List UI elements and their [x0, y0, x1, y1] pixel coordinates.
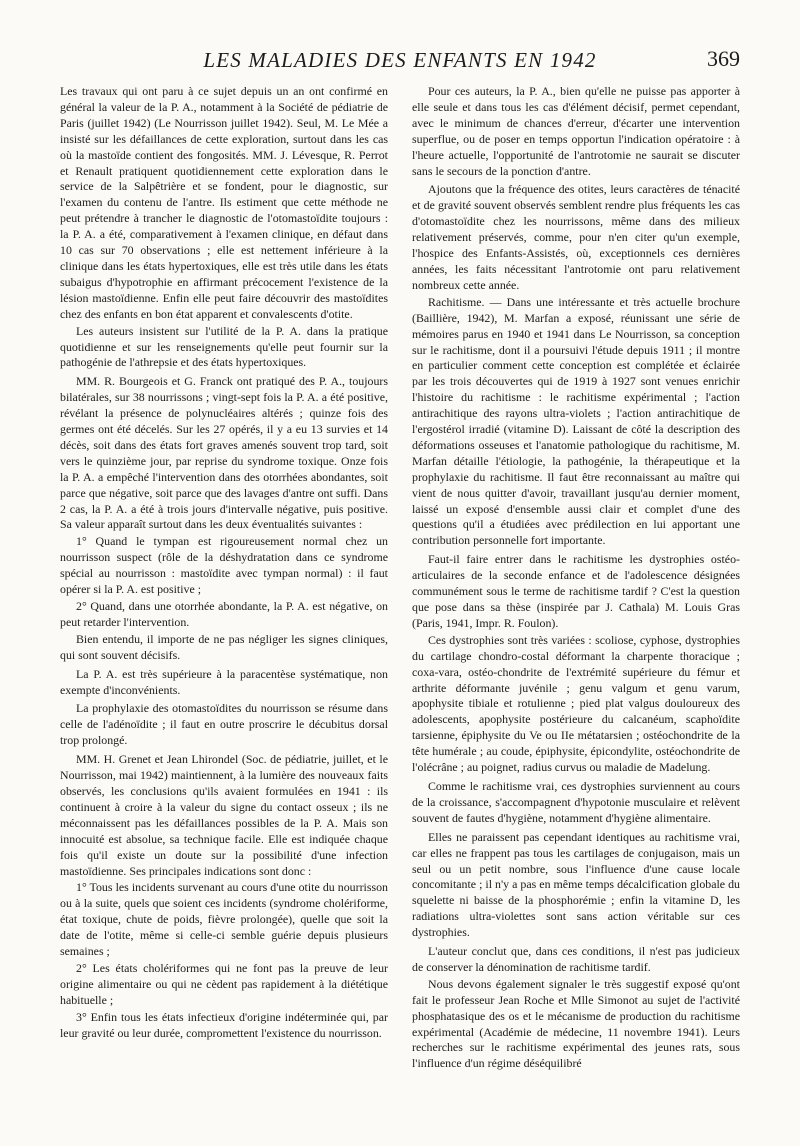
- paragraph: Les travaux qui ont paru à ce sujet depuis un an ont confirmé en général la valeur de la P. A., notamment à la Société de pédiatrie de Paris (juillet 1942) (Le Nourrisson juillet 1942). Seul, M. Le Mée a insisté sur les défaillances de cette exploration, surtout dans les cas où la mastoïde contient des fongosités. MM. J. Lévesque, R. Perrot et Renault pratiquent quotidiennement cette exploration dans le service de la Salpêtrière et se fondent, pour le diagnostic, sur l'examen du contenu de l'antre. Ils estiment que cette méthode ne peut prétendre à trancher le diagnostic de l'otomastoïdite toujours : la P. A. a été, comparativement à l'examen clinique, en défaut dans 10 cas sur 70 observations ; elle est nettement inférieure à la clinique dans les états hypertoxiques, elle est très utile dans les états subaigus d'hypotrophie en affirmant précocement l'existence de la lésion mastoïdienne. Enfin elle peut faire découvrir des mastoïdites chez des enfants en bon état apparent et convalescents d'otite.: [60, 84, 388, 321]
- paragraph: Ces dystrophies sont très variées : scoliose, cyphose, dystrophies du cartilage chondro-costal déformant la charpente thoracique ; coxa-vara, ostéo-chondrite de l'extrémité supérieure du fémur et arthrite déformante juvénile ; genu valgum et genu varum, apophysite tibiale et rotulienne ; pied plat valgus douloureux des adolescents, apophysite postérieure du calcanéum, scaphoïdite tarsienne, épiphysite du Ve ou IIe métatarsien ; ostéochondrite de la tête humérale ; au coude, épiphysite, épicondylite, ostéochondrite de l'olécrâne ; au poignet, radius curvus ou maladie de Madelung.: [412, 632, 740, 775]
- paragraph: 1° Tous les incidents survenant au cours d'une otite du nourrisson ou à la suite, quels que soient ces incidents (syndrome cholériforme, état toxique, chute de poids, fièvre prolongée), quelle que soit la date de l'otite, même si celle-ci semble guérie depuis plusieurs semaines ;: [60, 880, 388, 959]
- paragraph: 2° Quand, dans une otorrhée abondante, la P. A. est négative, on peut retarder l'intervention.: [60, 599, 388, 629]
- paragraph: Pour ces auteurs, la P. A., bien qu'elle ne puisse pas apporter à elle seule et dans tous les cas d'élément décisif, permet cependant, avec le minimum de chances d'erreur, d'écarter une intervention superflue, ou de poser en temps opportun l'indication opératoire : à l'heure actuelle, l'opportunité de l'antrotomie ne saurait se discuter sans le secours de la ponction d'antre.: [412, 84, 740, 178]
- paragraph: MM. H. Grenet et Jean Lhirondel (Soc. de pédiatrie, juillet, et le Nourrisson, mai 1942) maintiennent, à la lumière des nouveaux faits observés, les conclusions qu'ils avaient formulées en 1941 : ils continuent à croire à la valeur du signe du contact osseux ; ils ne méconnaissent pas les défaillances possibles de la P. A. Mais son innocuité est absolue, sa technique facile. Elle est indiquée chaque fois qu'il existe un doute sur la possibilité d'une infection mastoïdienne. Ses principales indications sont donc :: [60, 752, 388, 878]
- paragraph: 3° Enfin tous les états infectieux d'origine indéterminée qui, par leur gravité ou leur durée, compromettent l'existence du nourrisson.: [60, 1009, 388, 1040]
- paragraph: Comme le rachitisme vrai, ces dystrophies surviennent au cours de la croissance, s'accompagnent d'hypotonie musculaire et relèvent souvent de fautes d'hygiène, notamment d'hygiène alimentaire.: [412, 778, 740, 825]
- paragraph: L'auteur conclut que, dans ces conditions, il n'est pas judicieux de conserver la dénomination de rachitisme tardif.: [412, 944, 740, 974]
- paragraph: La P. A. est très supérieure à la paracentèse systématique, non exempte d'inconvénients.: [60, 666, 388, 697]
- paragraph: Elles ne paraissent pas cependant identiques au rachitisme vrai, car elles ne frappent pas tous les cartilages de conjugaison, mais un seul ou un petit nombre, sous l'influence d'une cause locale concomitante ; il n'y a pas en même temps décalcification globale du squelette ni baisse de la phosphorémie ; enfin la vitamine D, les radiations ultra-violettes sont sans action véritable sur ces dystrophies.: [412, 829, 740, 940]
- paragraph: Bien entendu, il importe de ne pas négliger les signes cliniques, qui sont souvent décisifs.: [60, 631, 388, 662]
- paragraph: Faut-il faire entrer dans le rachitisme les dystrophies ostéo-articulaires de la seconde enfance et de l'adolescence désignées communément sous le terme de rachitisme tardif ? C'est la question que pose dans sa thèse (inspirée par J. Cathala) M. Louis Gras (Paris, 1941, Impr. R. Foulon).: [412, 552, 740, 630]
- left-column: [60, 84, 388, 1114]
- page-number: 369: [707, 46, 740, 71]
- paragraph: MM. R. Bourgeois et G. Franck ont pratiqué des P. A., toujours bilatérales, sur 38 nourrissons ; vingt-sept fois la P. A. a été positive, révélant la présence de polynucléaires altérés ; quinze fois des germes ont été décelés. Sur les 27 opérés, il y a eu 13 survies et 14 décès, soit dans des états fort graves amenés souvent trop tard, soit vers le quinzième jour, par reprise du syndrome toxique. Onze fois la P. A. a empêché l'intervention dans des otorrhées abondantes, soit parce que négative, soit parce que des lavages d'antre ont suffi. Dans 2 cas, la P. A. a été à trois jours d'intervalle négative, puis positive. Sa valeur apparaît surtout dans les deux éventualités suivantes :: [60, 374, 388, 532]
- text-columns: [60, 84, 740, 1114]
- page-header: [60, 44, 740, 78]
- paragraph: 1° Quand le tympan est rigoureusement normal chez un nourrisson suspect (rôle de la déshydratation dans ce syndrome spécial au nourrisson : mastoïdite avec tympan normal) : il faut opérer si la P. A. est positive ;: [60, 534, 388, 597]
- paragraph: Ajoutons que la fréquence des otites, leurs caractères de ténacité et de gravité souvent observés semblent rendre plus fréquents les cas d'otomastoïdite chez les nourrissons, même dans des milieux relativement préservés, comme, pour n'en citer qu'un exemple, l'hospice des Enfants-Assistés, où, exceptionnels ces dernières années, les faits nécessitant l'antrotomie ont paru relativement nombreux cette année.: [412, 182, 740, 292]
- paragraph: Nous devons également signaler le très suggestif exposé qu'ont fait le professeur Jean Roche et Mlle Simonot au sujet de l'activité phosphatasique des os et le mécanisme de production du rachitisme expérimental (Académie de médecine, 11 novembre 1941). Leurs recherches sur le rachitisme expérimental des jeunes rats, sous l'influence d'un régime déséquilibré: [412, 976, 740, 1071]
- right-column: [412, 84, 740, 1114]
- paragraph: 2° Les états cholériformes qui ne font pas la preuve de leur origine alimentaire ou qui ne cèdent pas rapidement à la diététique habituelle ;: [60, 960, 388, 1007]
- paragraph-rachitisme: Rachitisme. — Dans une intéressante et très actuelle brochure (Baillière, 1942), M. Marfan a exposé, réunissant une série de mémoires parus en 1940 et 1941 dans Le Nourrisson, sa conception sur le rachitisme, dont il a poursuivi l'étude depuis 1911 ; il montre en particulier comment cette conception est complétée et éclairée par les trois découvertes qui de 1919 à 1927 sont venues enrichir l'histoire du rachitisme : le rachitisme expérimental ; l'action antirachitique des rayons ultra-violets ; l'action antirachitique de l'ergostérol irradié (vitamine D). Laissant de côté la description des déformations osseuses et l'anatomie pathologique du rachitisme, M. Marfan détaille l'étiologie, la pathogénie, la thérapeutique et la prophylaxie du rachitisme. Il faut être reconnaissant au maître qui vient de nous quitter d'avoir, travaillant jusqu'au dernier moment, laissé un exposé d'ensemble aussi clair et complet d'une des questions qu'il a étudiées avec prédilection en lui apportant une contribution personnelle fort importante.: [412, 294, 740, 548]
- paragraph: La prophylaxie des otomastoïdites du nourrisson se résume dans celle de l'adénoïdite ; il faut en outre proscrire le décubitus dorsal trop prolongé.: [60, 701, 388, 748]
- paragraph: Les auteurs insistent sur l'utilité de la P. A. dans la pratique quotidienne et sur les renseignements qu'elle peut fournir sur la pathogénie de l'athrepsie et des états hypertoxiques.: [60, 323, 388, 370]
- running-title: LES MALADIES DES ENFANTS EN 1942: [203, 48, 597, 72]
